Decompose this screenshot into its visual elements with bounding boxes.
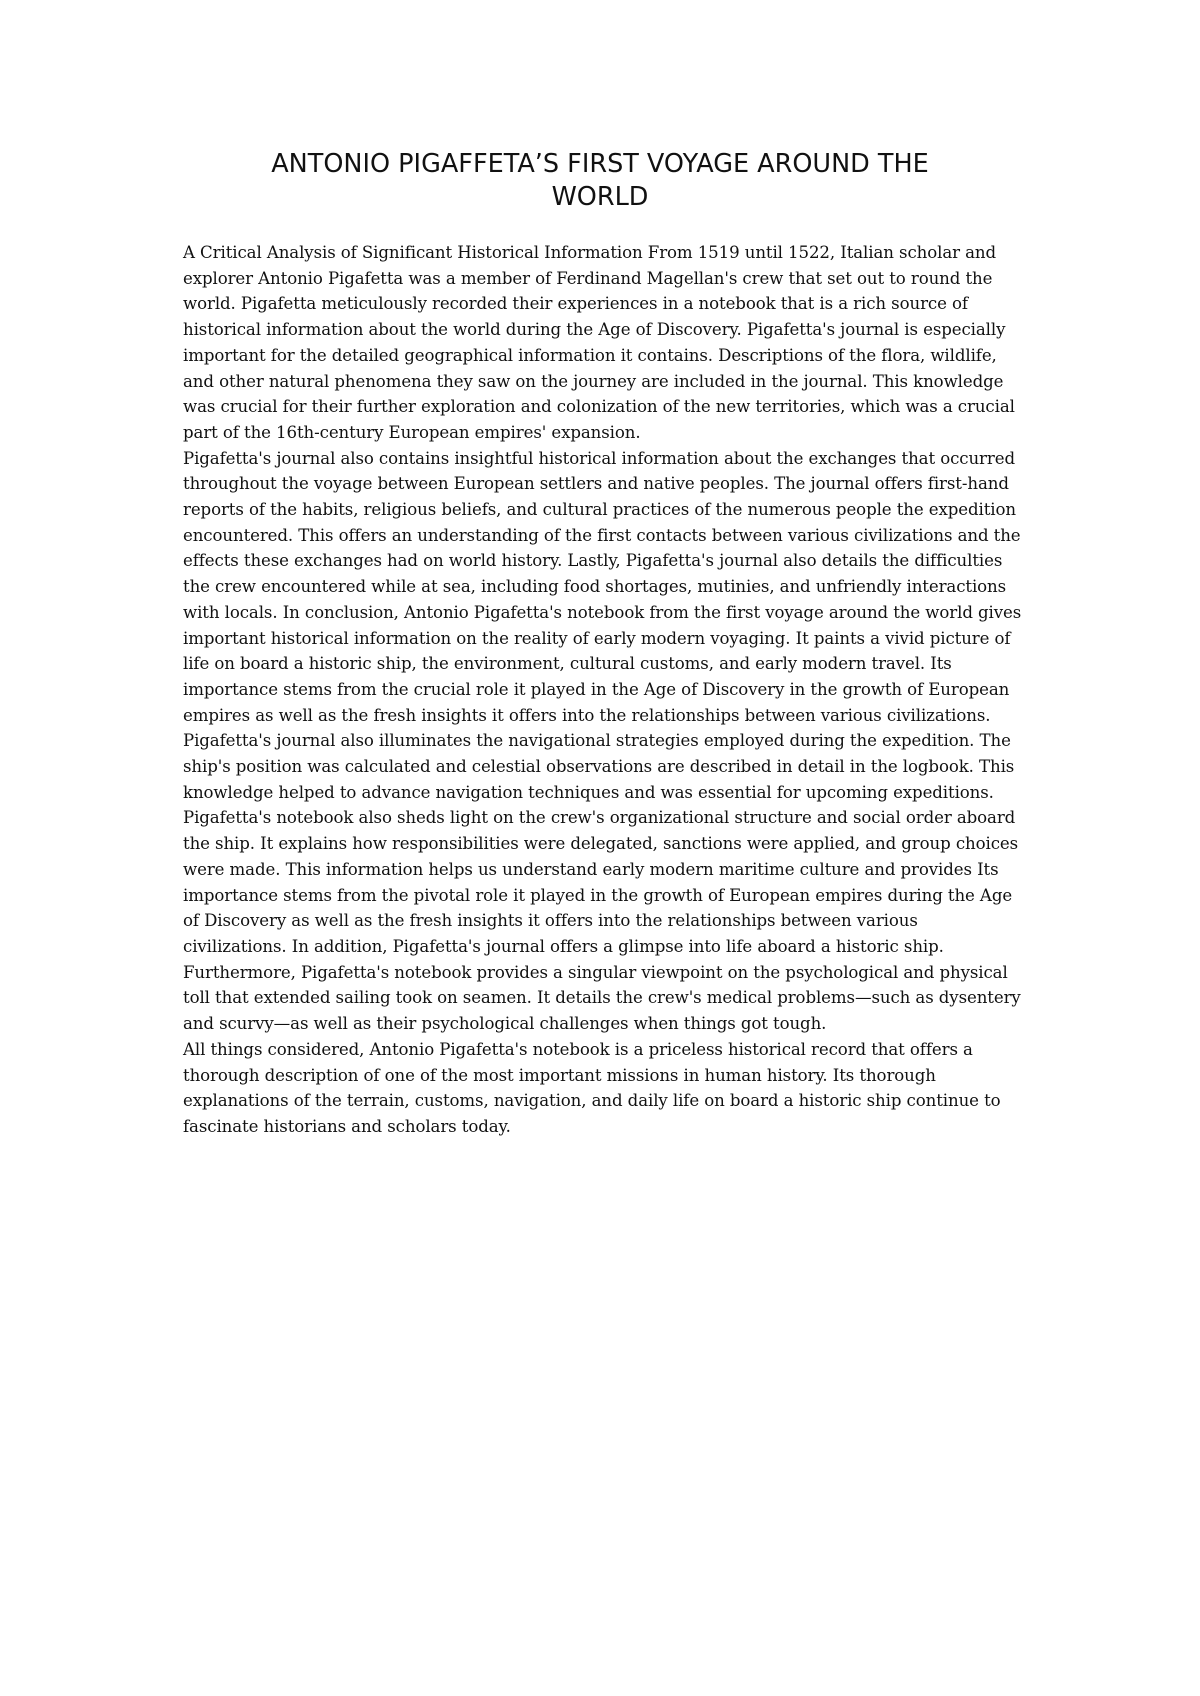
paragraph-1: A Critical Analysis of Significant Historical Information From 1519 until 1522, Italian scholar and explorer Antonio Pigafetta was a member of Ferdinand Magellan's crew that set out to round the world. Pigafetta meticulously recorded their experiences in a notebook that is a rich source of historical information about the world during the Age of Discovery. Pigafetta's journal is especially important for the detailed geographical information it contains. Descriptions of the flora, wildlife, and other natural phenomena they saw on the journey are included in the journal. This knowledge was crucial for their further exploration and colonization of the new territories, which was a crucial part of the 16th-century European empires' expansion.: [183, 243, 1015, 442]
paragraph-5: All things considered, Antonio Pigafetta's notebook is a priceless historical record that offers a thorough description of one of the most important missions in human history. Its thorough explanations of the terrain, customs, navigation, and daily life on board a historic ship continue to fascinate historians and scholars today.: [183, 1039, 1001, 1136]
paragraph-4: Furthermore, Pigafetta's notebook provides a singular viewpoint on the psychological and physical toll that extended sailing took on seamen. It details the crew's medical problems—such as dysentery and scurvy—as well as their psychological challenges when things got tough.: [183, 962, 1021, 1034]
paragraph-2: Pigafetta's journal also contains insightful historical information about the exchanges that occurred throughout the voyage between European settlers and native peoples. The journal offers first-hand reports of the habits, religious beliefs, and cultural practices of the numerous people the expedition encountered. This offers an understanding of the first contacts between various civilizations and the effects these exchanges had on world history. Lastly, Pigafetta's journal also details the difficulties the crew encountered while at sea, including food shortages, mutinies, and unfriendly interactions with locals. In conclusion, Antonio Pigafetta's notebook from the first voyage around the world gives important historical information on the reality of early modern voyaging. It paints a vivid picture of life on board a historic ship, the environment, cultural customs, and early modern travel. Its importance stems from the crucial role it played in the Age of Discovery in the growth of European empires as well as the fresh insights it offers into the relationships between various civilizations. Pigafetta's journal also illuminates the navigational strategies employed during the expedition. The ship's position was calculated and celestial observations are described in detail in the logbook. This knowledge helped to advance navigation techniques and was essential for upcoming expeditions.: [183, 448, 1022, 802]
document-body: [183, 240, 1025, 1140]
paragraph-3: Pigafetta's notebook also sheds light on the crew's organizational structure and social order aboard the ship. It explains how responsibilities were delegated, sanctions were applied, and group choices were made. This information helps us understand early modern maritime culture and provides Its importance stems from the pivotal role it played in the growth of European empires during the Age of Discovery as well as the fresh insights it offers into the relationships between various civilizations. In addition, Pigafetta's journal offers a glimpse into life aboard a historic ship.: [183, 808, 1019, 956]
document-title: ANTONIO PIGAFFETA’S FIRST VOYAGE AROUND THE WORLD: [271, 149, 929, 212]
